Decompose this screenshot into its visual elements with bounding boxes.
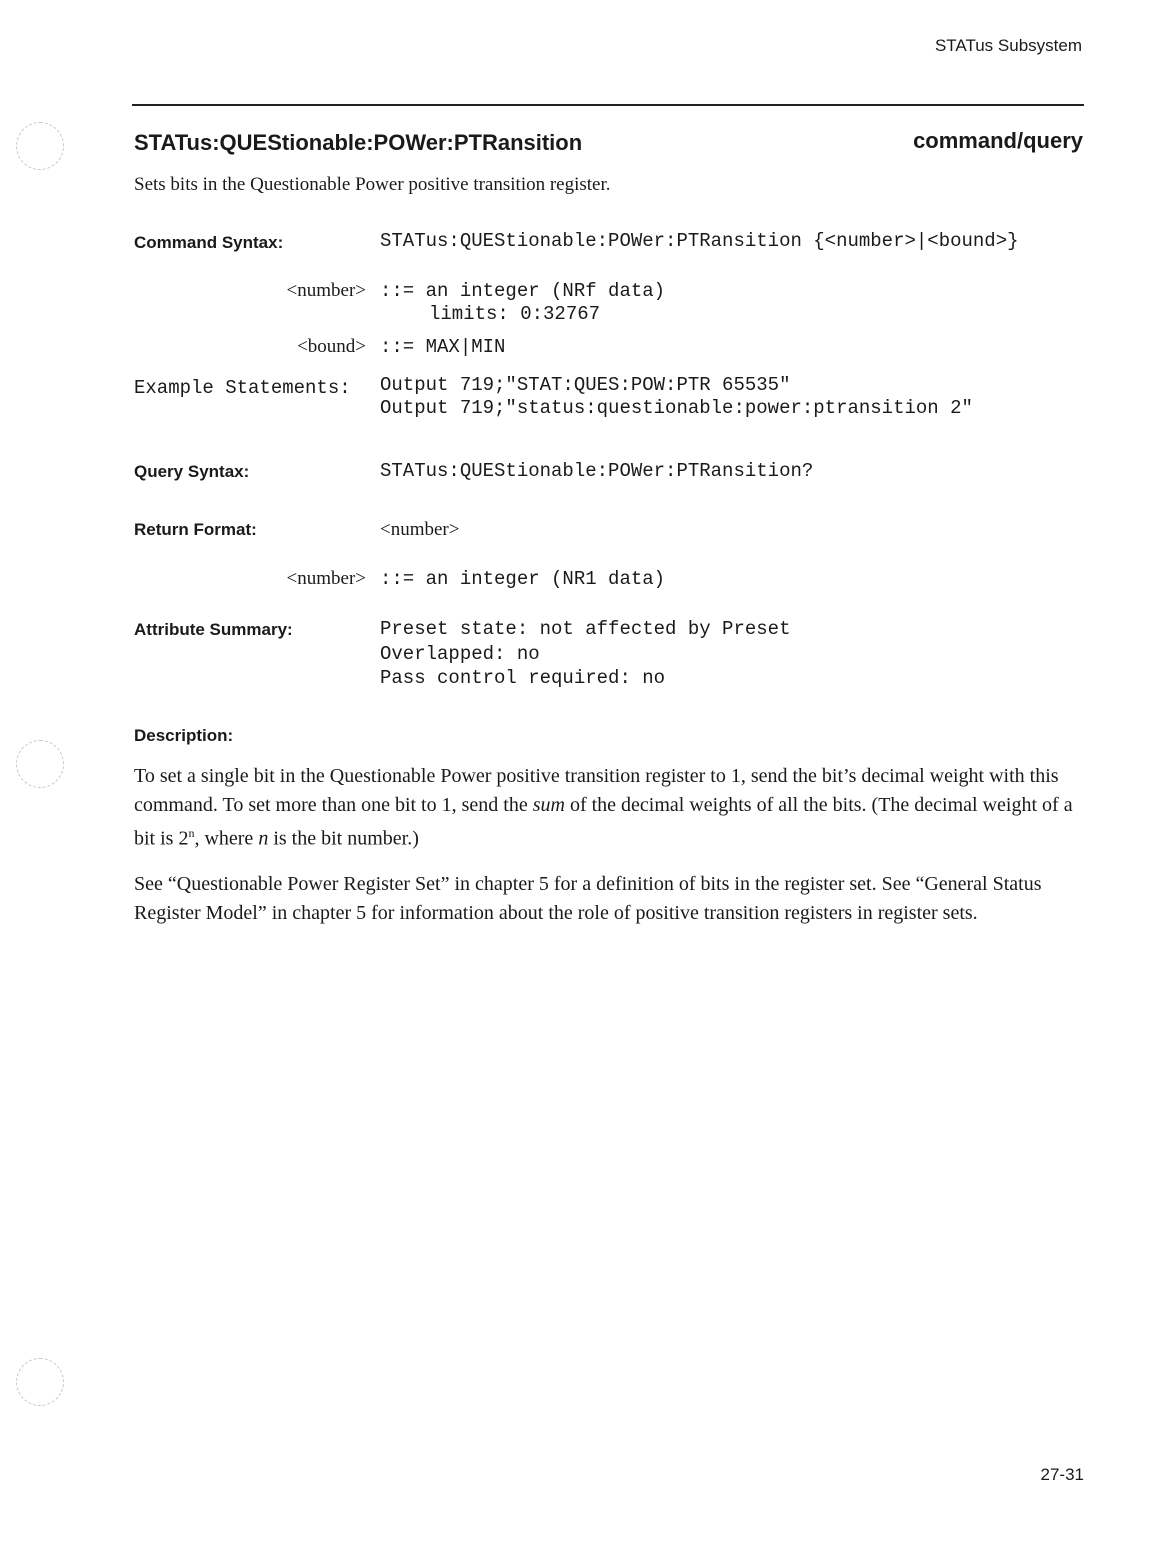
command-title: STATus:QUEStionable:POWer:PTRansition [134, 130, 583, 155]
punch-hole-bottom [16, 1358, 64, 1406]
number-term: <number> [286, 280, 366, 301]
intro-text: Sets bits in the Questionable Power positive transition register. [134, 174, 611, 195]
command-syntax-text: STATus:QUEStionable:POWer:PTRansition {<number>|<bound>} [380, 230, 1019, 252]
return-number-term: <number> [286, 568, 366, 589]
return-format-text: <number> [380, 519, 460, 540]
bound-definition: ::= MAX|MIN [380, 336, 506, 358]
header-rule [132, 104, 1084, 106]
attribute-line-2: Overlapped: no [380, 643, 540, 665]
query-syntax-label: Query Syntax: [134, 462, 250, 481]
punch-hole-top [16, 122, 64, 170]
command-type: command/query [913, 128, 1083, 153]
command-syntax-label: Command Syntax: [134, 233, 284, 252]
attribute-summary-label: Attribute Summary: [134, 620, 293, 639]
running-header: STATus Subsystem [934, 36, 1082, 55]
bound-term: <bound> [297, 336, 366, 357]
example-line-2: Output 719;"status:questionable:power:ptransition 2" [380, 397, 973, 419]
description-paragraph-2: See “Questionable Power Register Set” in chapter 5 for a definition of bits in the register set. See “General Status Register Model” in chapter 5 for information about the role of positive transition registers in register sets. [134, 873, 1042, 924]
example-statements-label: Example Statements: [134, 377, 351, 399]
query-syntax-text: STATus:QUEStionable:POWer:PTRansition? [380, 460, 814, 482]
description-label: Description: [134, 726, 234, 745]
punch-hole-middle [16, 740, 64, 788]
attribute-line-3: Pass control required: no [380, 667, 666, 689]
return-format-label: Return Format: [134, 520, 257, 539]
page-number: 27-31 [1040, 1465, 1084, 1484]
example-line-1: Output 719;"STAT:QUES:POW:PTR 65535" [380, 374, 791, 396]
number-definition: ::= an integer (NRf data) [380, 280, 666, 302]
number-limits: limits: 0:32767 [429, 303, 601, 325]
description-paragraph-1: To set a single bit in the Questionable Power positive transition register to 1, send the bit’s decimal weight with this command. To set more than one bit to 1, send the sum of the decimal weights of all the bits. (The decimal weight of a bit is 2$^n$, where n is the bit number.) [134, 765, 1073, 850]
return-number-definition: ::= an integer (NR1 data) [380, 568, 666, 590]
attribute-line-1: Preset state: not affected by Preset [380, 618, 791, 640]
